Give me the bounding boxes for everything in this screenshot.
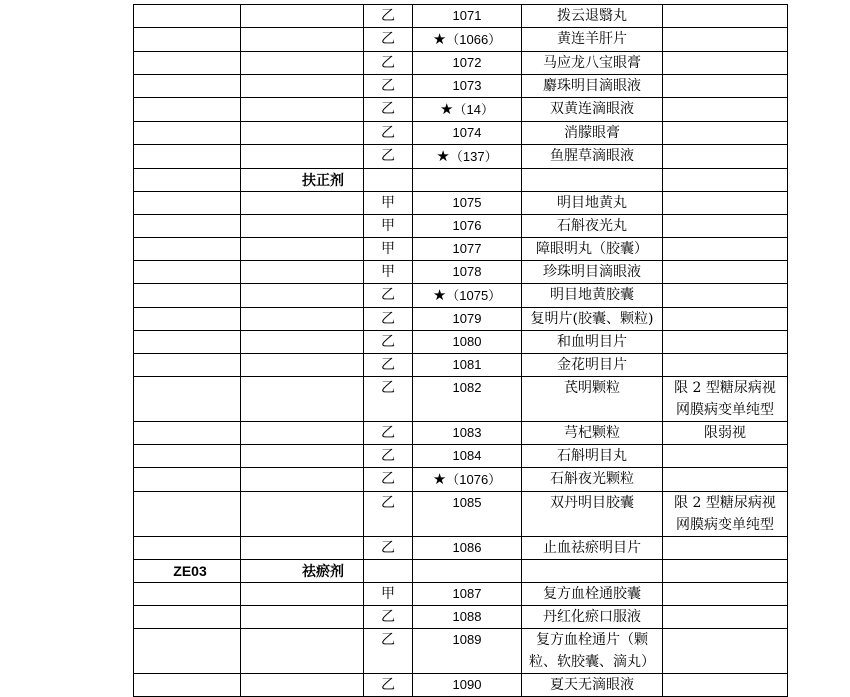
drug-name-line: 马应龙八宝眼膏: [543, 55, 641, 71]
grade-cell: 乙: [364, 674, 413, 697]
code-cell: [134, 98, 241, 122]
note-line: 限弱视: [704, 425, 746, 441]
drug-name-cell: [522, 28, 663, 52]
grade-cell: 乙: [364, 5, 413, 28]
grade-cell: 乙: [364, 122, 413, 145]
grade-cell: 乙: [364, 308, 413, 331]
grade-cell: [364, 169, 413, 192]
note-cell: [663, 238, 788, 261]
note-cell: [663, 377, 788, 422]
note-cell: [663, 145, 788, 169]
table-row: [134, 52, 788, 75]
number-cell: [413, 192, 522, 215]
number-cell: [413, 5, 522, 28]
number-text: 1076: [452, 218, 482, 233]
code-cell: [134, 445, 241, 468]
drug-name-line: 复方血栓通片（颗: [536, 632, 648, 648]
grade-cell: 乙: [364, 445, 413, 468]
star-icon: ★: [432, 30, 447, 48]
grade-cell: 乙: [364, 331, 413, 354]
note-cell: [663, 629, 788, 674]
star-icon: ★: [432, 286, 447, 304]
table-row: [134, 215, 788, 238]
drug-name-cell: [522, 261, 663, 284]
drug-name-cell: [522, 122, 663, 145]
drug-name-line: 鱼腥草滴眼液: [550, 148, 634, 164]
category-cell: 扶正剂: [241, 169, 364, 192]
table-row: [134, 422, 788, 445]
number-text: （137）: [449, 149, 498, 164]
table-row: [134, 308, 788, 331]
number-cell: [413, 284, 522, 308]
category-cell: [241, 52, 364, 75]
drug-name-line: 石斛夜光颗粒: [550, 471, 634, 487]
code-cell: [134, 606, 241, 629]
drug-name-cell: [522, 169, 663, 192]
table-row: [134, 5, 788, 28]
category-cell: [241, 468, 364, 492]
grade-cell: 乙: [364, 629, 413, 674]
code-cell: [134, 261, 241, 284]
drug-name-cell: [522, 5, 663, 28]
drug-name-cell: [522, 377, 663, 422]
drug-name-cell: [522, 308, 663, 331]
category-cell: [241, 192, 364, 215]
code-cell: [134, 238, 241, 261]
number-cell: [413, 377, 522, 422]
drug-name-line: 珍珠明目滴眼液: [543, 264, 641, 280]
category-cell: [241, 75, 364, 98]
drug-name-line: 复明片(胶囊、颗粒): [530, 311, 654, 327]
drug-name-line: 麝珠明目滴眼液: [543, 78, 641, 94]
note-cell: [663, 75, 788, 98]
code-cell: [134, 583, 241, 606]
drug-name-line: 黄连羊肝片: [557, 31, 627, 47]
category-cell: [241, 238, 364, 261]
star-icon: ★: [432, 470, 447, 488]
number-cell: [413, 445, 522, 468]
table-row: [134, 284, 788, 308]
number-text: 1081: [452, 357, 482, 372]
drug-name-line: 芪明颗粒: [564, 380, 620, 396]
number-cell: [413, 629, 522, 674]
category-cell: [241, 284, 364, 308]
number-cell: [413, 145, 522, 169]
note-cell: [663, 560, 788, 583]
category-cell: [241, 308, 364, 331]
grade-cell: 乙: [364, 75, 413, 98]
grade-cell: 乙: [364, 537, 413, 560]
drug-name-cell: [522, 192, 663, 215]
number-text: 1072: [452, 55, 482, 70]
number-cell: [413, 674, 522, 697]
table-row: [134, 238, 788, 261]
category-cell: [241, 537, 364, 560]
drug-name-line: 双丹明目胶囊: [550, 495, 634, 511]
drug-name-line: 明目地黄胶囊: [550, 287, 634, 303]
category-cell: [241, 145, 364, 169]
code-cell: [134, 145, 241, 169]
number-text: 1087: [452, 586, 482, 601]
number-cell: [413, 122, 522, 145]
number-cell: [413, 28, 522, 52]
code-cell: [134, 192, 241, 215]
drug-name-line: 粒、软胶囊、滴丸）: [529, 654, 655, 670]
note-cell: [663, 422, 788, 445]
category-cell: [241, 492, 364, 537]
table-row: [134, 169, 788, 192]
table-row: [134, 192, 788, 215]
note-cell: [663, 28, 788, 52]
category-cell: [241, 261, 364, 284]
drug-name-cell: [522, 537, 663, 560]
code-cell: [134, 377, 241, 422]
category-cell: 祛瘀剂: [241, 560, 364, 583]
number-text: 1082: [452, 380, 482, 395]
number-cell: [413, 537, 522, 560]
code-cell: [134, 674, 241, 697]
note-line: 限 2 型糖尿病视: [674, 380, 776, 396]
number-text: 1079: [452, 311, 482, 326]
number-cell: [413, 169, 522, 192]
code-cell: ZE03: [134, 560, 241, 583]
number-text: （1076）: [446, 472, 502, 487]
drug-name-line: 夏天无滴眼液: [550, 677, 634, 693]
drug-name-line: 丹红化瘀口服液: [543, 609, 641, 625]
note-cell: [663, 215, 788, 238]
table-row: [134, 560, 788, 583]
category-cell: [241, 445, 364, 468]
number-text: 1085: [452, 495, 482, 510]
grade-cell: 甲: [364, 215, 413, 238]
number-cell: [413, 52, 522, 75]
note-cell: [663, 331, 788, 354]
code-cell: [134, 28, 241, 52]
grade-cell: 乙: [364, 377, 413, 422]
number-cell: [413, 215, 522, 238]
star-icon: ★: [440, 100, 454, 118]
table-row: [134, 492, 788, 537]
code-cell: [134, 537, 241, 560]
drug-name-line: 障眼明丸（胶囊）: [536, 241, 648, 257]
category-cell: [241, 606, 364, 629]
grade-cell: [364, 560, 413, 583]
note-cell: [663, 445, 788, 468]
category-cell: [241, 5, 364, 28]
number-text: 1075: [452, 195, 482, 210]
drug-name-line: 双黄连滴眼液: [550, 101, 634, 117]
category-cell: [241, 122, 364, 145]
number-cell: [413, 354, 522, 377]
table-row: [134, 377, 788, 422]
number-text: 1089: [452, 632, 482, 647]
number-cell: [413, 492, 522, 537]
grade-cell: 乙: [364, 422, 413, 445]
number-text: （1075）: [446, 288, 502, 303]
drug-name-line: 和血明目片: [557, 334, 627, 350]
code-cell: [134, 215, 241, 238]
note-cell: [663, 169, 788, 192]
code-cell: [134, 122, 241, 145]
grade-cell: 乙: [364, 468, 413, 492]
note-line: 限 2 型糖尿病视: [674, 495, 776, 511]
number-text: （14）: [453, 102, 494, 117]
note-cell: [663, 261, 788, 284]
code-cell: [134, 52, 241, 75]
table-row: [134, 445, 788, 468]
drug-name-cell: [522, 422, 663, 445]
note-cell: [663, 5, 788, 28]
note-line: 网膜病变单纯型: [676, 402, 774, 418]
number-text: 1078: [452, 264, 482, 279]
drug-name-cell: [522, 560, 663, 583]
grade-cell: 乙: [364, 492, 413, 537]
drug-name-cell: [522, 583, 663, 606]
number-cell: [413, 422, 522, 445]
note-cell: [663, 284, 788, 308]
grade-cell: 乙: [364, 354, 413, 377]
category-cell: [241, 422, 364, 445]
code-cell: [134, 169, 241, 192]
table-row: [134, 331, 788, 354]
code-cell: [134, 422, 241, 445]
number-text: 1071: [452, 8, 482, 23]
code-cell: [134, 492, 241, 537]
category-cell: [241, 331, 364, 354]
code-cell: [134, 308, 241, 331]
grade-cell: 乙: [364, 98, 413, 122]
drug-name-cell: [522, 98, 663, 122]
drug-name-cell: [522, 145, 663, 169]
drug-name-line: 芎杞颗粒: [564, 425, 620, 441]
code-cell: [134, 468, 241, 492]
grade-cell: 乙: [364, 28, 413, 52]
category-cell: [241, 674, 364, 697]
drug-name-line: 复方血栓通胶囊: [543, 586, 641, 602]
table-row: [134, 75, 788, 98]
code-cell: [134, 5, 241, 28]
table-row: [134, 122, 788, 145]
note-cell: [663, 468, 788, 492]
number-text: 1083: [452, 425, 482, 440]
number-text: （1066）: [446, 32, 502, 47]
table-body: [134, 5, 788, 697]
drug-name-cell: [522, 331, 663, 354]
table-row: [134, 98, 788, 122]
note-cell: [663, 674, 788, 697]
number-text: 1080: [452, 334, 482, 349]
star-icon: ★: [436, 147, 450, 165]
drug-name-cell: [522, 284, 663, 308]
category-cell: [241, 354, 364, 377]
number-cell: [413, 261, 522, 284]
table-row: [134, 537, 788, 560]
drug-name-line: 石斛明目丸: [557, 448, 627, 464]
table-row: [134, 354, 788, 377]
category-cell: [241, 629, 364, 674]
grade-cell: 甲: [364, 583, 413, 606]
drug-catalog-table: [133, 4, 788, 697]
category-cell: [241, 377, 364, 422]
drug-name-cell: [522, 606, 663, 629]
number-cell: [413, 606, 522, 629]
category-cell: [241, 28, 364, 52]
note-cell: [663, 98, 788, 122]
table-row: [134, 674, 788, 697]
grade-cell: 乙: [364, 145, 413, 169]
drug-name-cell: [522, 445, 663, 468]
grade-cell: 乙: [364, 284, 413, 308]
code-cell: [134, 75, 241, 98]
table-row: [134, 145, 788, 169]
note-cell: [663, 122, 788, 145]
drug-name-cell: [522, 468, 663, 492]
drug-name-line: 止血祛瘀明目片: [543, 540, 641, 556]
number-cell: [413, 75, 522, 98]
drug-name-line: 拨云退翳丸: [557, 8, 627, 24]
drug-name-line: 明目地黄丸: [557, 195, 627, 211]
grade-cell: 甲: [364, 238, 413, 261]
drug-name-cell: [522, 354, 663, 377]
grade-cell: 乙: [364, 52, 413, 75]
code-cell: [134, 354, 241, 377]
drug-name-cell: [522, 629, 663, 674]
drug-name-cell: [522, 75, 663, 98]
number-cell: [413, 560, 522, 583]
number-text: 1088: [452, 609, 482, 624]
number-cell: [413, 238, 522, 261]
category-cell: [241, 98, 364, 122]
number-text: 1077: [452, 241, 482, 256]
number-cell: [413, 468, 522, 492]
grade-cell: 甲: [364, 261, 413, 284]
code-cell: [134, 629, 241, 674]
number-cell: [413, 98, 522, 122]
note-cell: [663, 537, 788, 560]
category-cell: [241, 215, 364, 238]
grade-cell: 甲: [364, 192, 413, 215]
table-row: [134, 583, 788, 606]
code-cell: [134, 331, 241, 354]
table-row: [134, 629, 788, 674]
number-text: 1074: [452, 125, 482, 140]
number-text: 1073: [452, 78, 482, 93]
code-cell: [134, 284, 241, 308]
drug-name-cell: [522, 674, 663, 697]
number-text: 1084: [452, 448, 482, 463]
number-text: 1090: [452, 677, 482, 692]
table-row: [134, 468, 788, 492]
drug-name-cell: [522, 215, 663, 238]
drug-name-cell: [522, 52, 663, 75]
note-cell: [663, 52, 788, 75]
drug-name-cell: [522, 238, 663, 261]
note-cell: [663, 354, 788, 377]
drug-name-cell: [522, 492, 663, 537]
note-cell: [663, 583, 788, 606]
number-text: 1086: [452, 540, 482, 555]
table-row: [134, 606, 788, 629]
number-cell: [413, 308, 522, 331]
drug-name-line: 消朦眼膏: [564, 125, 620, 141]
note-cell: [663, 308, 788, 331]
note-cell: [663, 492, 788, 537]
note-cell: [663, 606, 788, 629]
number-cell: [413, 583, 522, 606]
table-row: [134, 261, 788, 284]
drug-name-line: 石斛夜光丸: [557, 218, 627, 234]
drug-name-line: 金花明目片: [557, 357, 627, 373]
note-line: 网膜病变单纯型: [676, 517, 774, 533]
number-cell: [413, 331, 522, 354]
category-cell: [241, 583, 364, 606]
table-row: [134, 28, 788, 52]
grade-cell: 乙: [364, 606, 413, 629]
note-cell: [663, 192, 788, 215]
